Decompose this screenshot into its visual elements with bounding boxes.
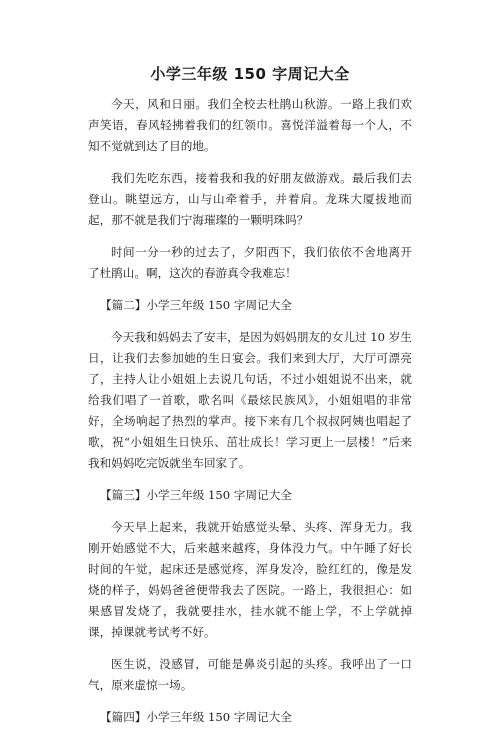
paragraph-1: 今天，风和日丽。我们全校去杜鹃山秋游。一路上我们欢声笑语，春风轻拂着我们的红领巾。喜悦洋溢着每一个人，不知不觉就到达了目的地。	[88, 97, 412, 153]
paragraph-4: 今天我和妈妈去了安丰，是因为妈妈朋友的女儿过 10 岁生日，让我们去参加她的生日宴会。我们来到大厅，大厅可漂亮了，主持人让小姐姐上去说几句话，不过小姐姐说不出来，就给我们唱了一首歌，歌名叫《最炫民族风》，小姐姐唱的非常好，全场响起了热烈的掌声。接下来有几个叔叔阿姨也唱起了歌，祝“小姐姐生日快乐、茁壮成长！学习更上一层楼！”后来我和妈妈吃完饭就坐车回家了。	[88, 330, 412, 470]
page-title: 小学三年级 150 字周记大全	[150, 65, 350, 83]
article-body	[88, 94, 412, 739]
paragraph-5: 今天早上起来，我就开始感觉头晕、头疼、浑身无力。我刚开始感觉不大，后来越来越疼，身体没力气。中午睡了好长时间的午觉，起床还是感觉疼，浑身发冷，脸红红的，像是发烧的样子，妈妈爸爸便带我去了医院。一路上，我很担心：如果感冒发烧了，我就要挂水，挂水就不能上学，不上学就掉课，掉课就考试考不好。	[88, 520, 412, 639]
section-heading-3: 【篇三】小学三年级 150 字周记大全	[100, 488, 292, 502]
section-heading-4: 【篇四】小学三年级 150 字周记大全	[100, 710, 292, 724]
paragraph-2: 我们先吃东西，接着我和我的好朋友做游戏。最后我们去登山。眺望远方，山与山牵着手，并着肩。龙珠大厦拔地而起，那不就是我们宁海璀璨的一颗明珠吗？	[88, 171, 412, 227]
section-heading-2: 【篇二】小学三年级 150 字周记大全	[100, 298, 292, 312]
paragraph-6: 医生说，没感冒，可能是鼻炎引起的头疼。我呼出了一口气，原来虚惊一场。	[88, 657, 412, 692]
paragraph-3: 时间一分一秒的过去了，夕阳西下，我们依依不舍地离开了杜鹃山。啊，这次的春游真令我难忘！	[88, 245, 412, 280]
